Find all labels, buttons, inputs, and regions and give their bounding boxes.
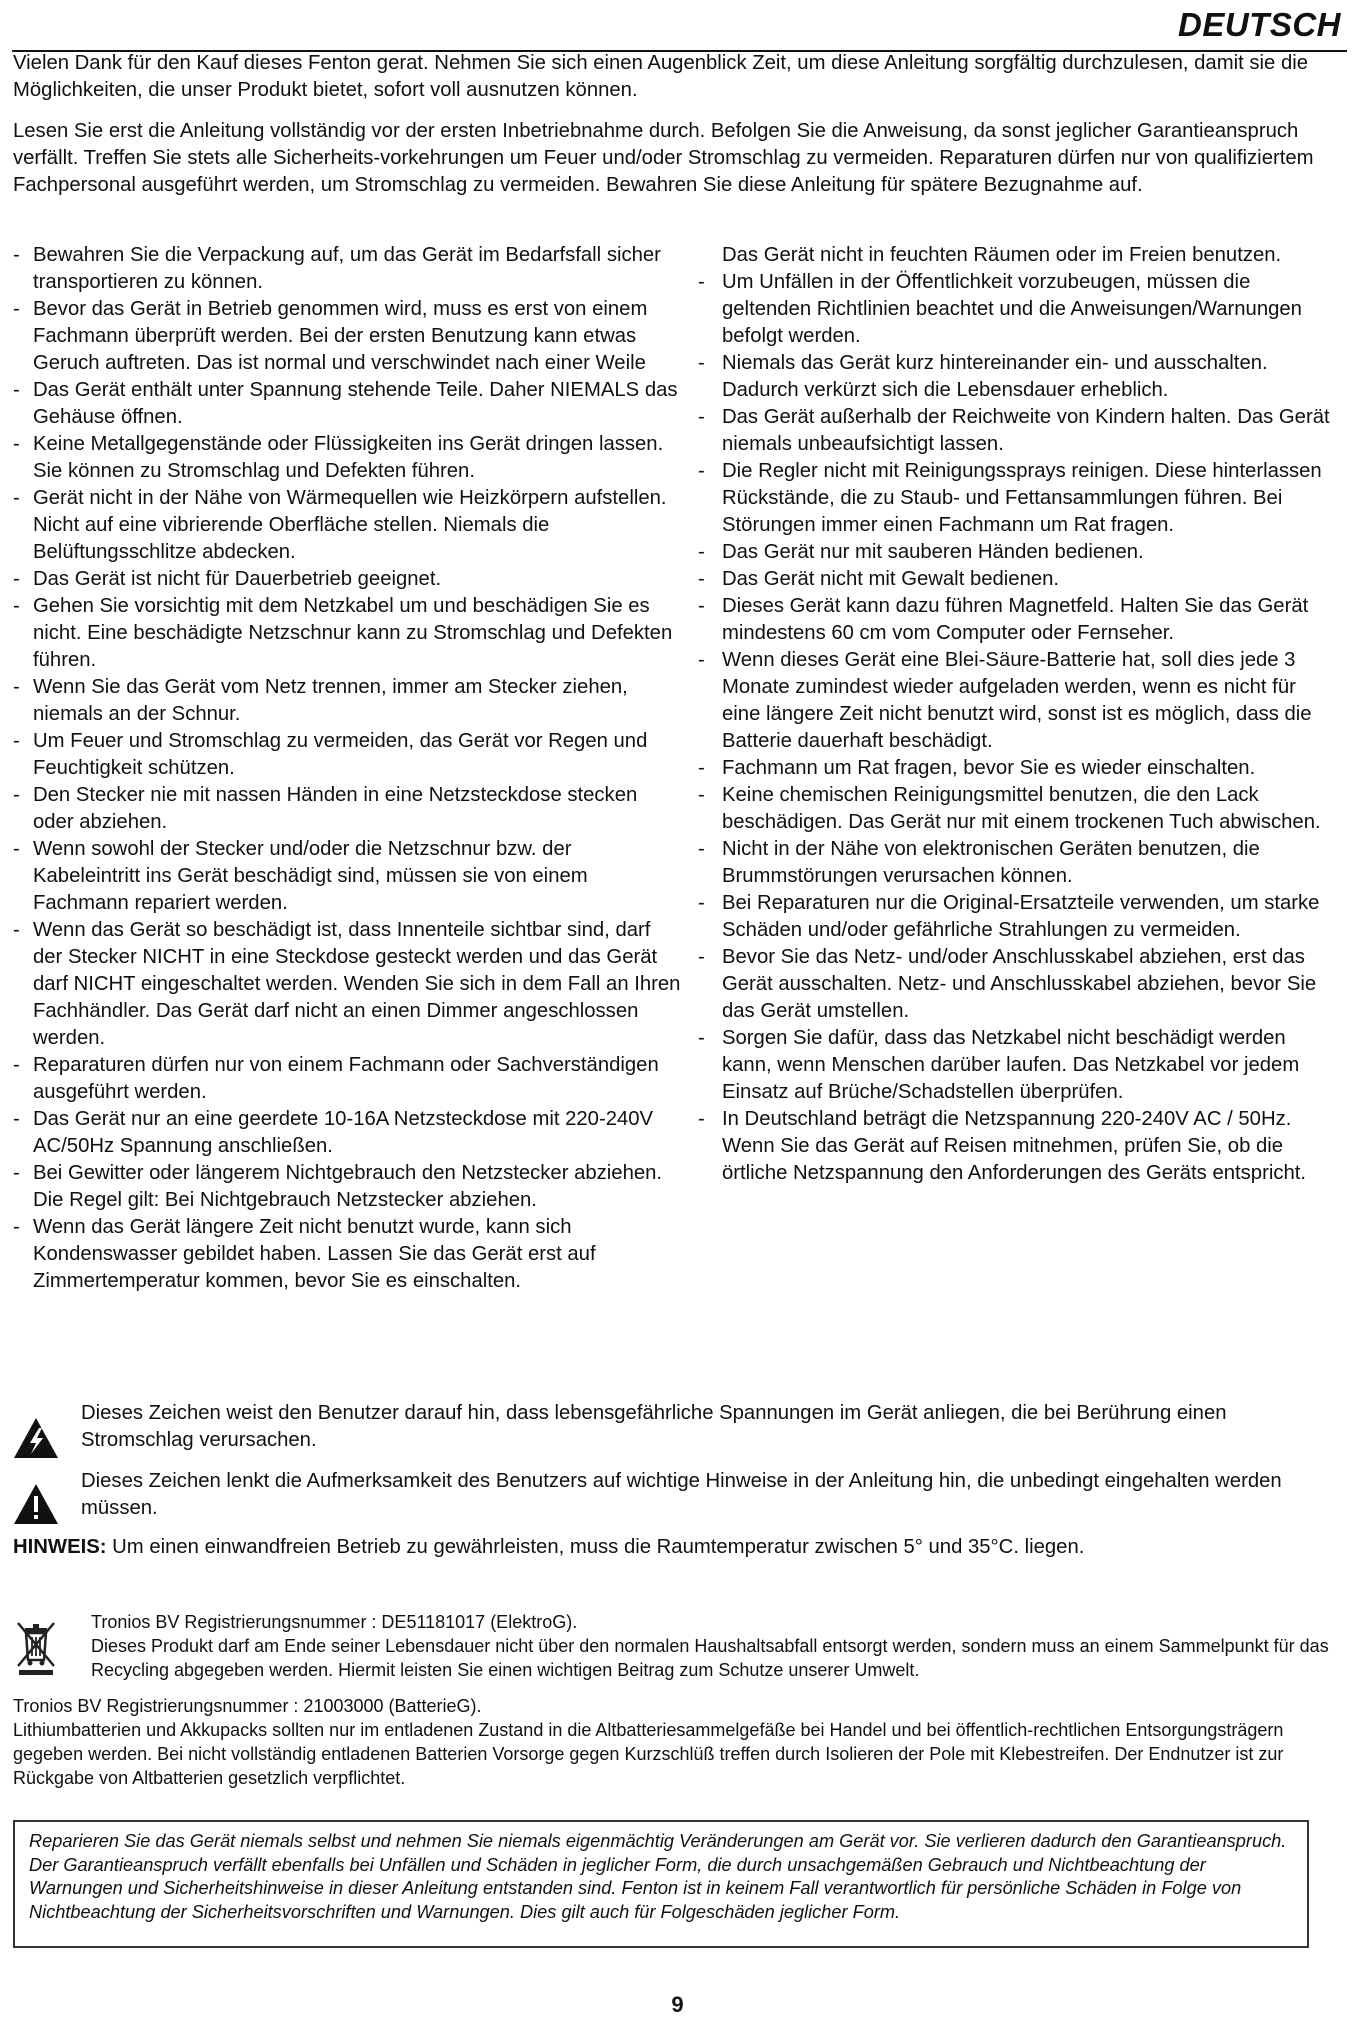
hinweis-note — [13, 1534, 1333, 1561]
weee-registration: Tronios BV Registrierungsnummer : DE51181017 (ElektroG). — [91, 1612, 578, 1632]
safety-list-left — [13, 242, 683, 1295]
warning-lightning — [10, 1400, 1330, 1460]
safety-item: - Das Gerät enthält unter Spannung stehende Teile. Daher NIEMALS das Gehäuse öffnen. — [13, 377, 683, 431]
lightning-warning-icon — [13, 1416, 59, 1460]
weee-disposal-text: Dieses Produkt darf am Ende seiner Lebensdauer nicht über den normalen Haushaltsabfall entsorgt werden, sondern muss an einem Sammelpunkt für das Recycling abgegeben werden. Hiermit leisten Sie einen wichtigen Beitrag zum Schutze unserer Umwelt. — [91, 1636, 1329, 1680]
safety-item: - Reparaturen dürfen nur von einem Fachmann oder Sachverständigen ausgeführt werden. — [13, 1052, 683, 1106]
safety-item: - Gerät nicht in der Nähe von Wärmequellen wie Heizkörpern aufstellen. Nicht auf eine vibrierende Oberfläche stellen. Niemals die Belüftungsschlitze abdecken. — [13, 485, 683, 566]
safety-item: - Niemals das Gerät kurz hintereinander ein- und ausschalten. Dadurch verkürzt sich die Lebensdauer erheblich. — [698, 350, 1338, 404]
safety-item: - Um Unfällen in der Öffentlichkeit vorzubeugen, müssen die geltenden Richtlinien beachtet und die Anweisungen/Warnungen befolgt werden. — [698, 269, 1338, 350]
battery-disposal-text: Lithiumbatterien und Akkupacks sollten nur im entladenen Zustand in die Altbatteriesammelgefäße bei Handel und bei öffentlich-rechtlichen Entsorgungsträgern gegeben werden. Bei nicht vollständig entladenen Batterien Vorsorge gegen Kurzschlüß treffen durch Isolieren der Pole mit Klebestreifen. Der Endnutzer ist zur Rückgabe von Altbatterien gesetzlich verpflichtet. — [13, 1720, 1284, 1788]
safety-item: - Wenn das Gerät so beschädigt ist, dass Innenteile sichtbar sind, darf der Stecker NICHT in eine Steckdose gesteckt werden und das Gerät darf NICHT eingeschaltet werden. Wenden Sie sich in dem Fall an Ihren Fachhändler. Das Gerät darf nicht an einen Dimmer angeschlossen werden. — [13, 917, 683, 1052]
page-number: 9 — [671, 1992, 684, 2017]
warranty-notice-box — [13, 1820, 1309, 1948]
safety-item: - Keine chemischen Reinigungsmittel benutzen, die den Lack beschädigen. Das Gerät nur mit einem trockenen Tuch abwischen. — [698, 782, 1338, 836]
intro-paragraph-thanks: Vielen Dank für den Kauf dieses Fenton gerat. Nehmen Sie sich einen Augenblick Zeit, um diese Anleitung sorgfältig durchzulesen, damit sie die Möglichkeiten, die unser Produkt bietet, sofort voll ausnutzen können. — [13, 52, 1309, 101]
warning-lightning-text: Dieses Zeichen weist den Benutzer darauf hin, dass lebensgefährliche Spannungen im Gerät anliegen, die bei Berührung einen Stromschlag verursachen. — [81, 1402, 1227, 1451]
crossed-bin-icon — [15, 1620, 57, 1676]
safety-item-continued: Das Gerät nicht in feuchten Räumen oder im Freien benutzen. — [722, 244, 1282, 266]
language-title: DEUTSCH — [1177, 6, 1341, 43]
weee-text — [91, 1610, 1341, 1682]
safety-item: - Den Stecker nie mit nassen Händen in eine Netzsteckdose stecken oder abziehen. — [13, 782, 683, 836]
safety-item: - Bei Reparaturen nur die Original-Ersatzteile verwenden, um starke Schäden und/oder gefährliche Strahlungen zu vermeiden. — [698, 890, 1338, 944]
warning-exclamation-text: Dieses Zeichen lenkt die Aufmerksamkeit des Benutzers auf wichtige Hinweise in der Anleitung hin, die unbedingt eingehalten werden müssen. — [81, 1470, 1282, 1519]
safety-list-right — [698, 242, 1338, 1187]
safety-item: - Bevor Sie das Netz- und/oder Anschlusskabel abziehen, erst das Gerät ausschalten. Netz- und Anschlusskabel abziehen, bevor Sie das Gerät umstellen. — [698, 944, 1338, 1025]
safety-item: - Bevor das Gerät in Betrieb genommen wird, muss es erst von einem Fachmann überprüft werden. Bei der ersten Benutzung kann etwas Geruch auftreten. Das ist normal und verschwindet nach einer Weile — [13, 296, 683, 377]
intro-paragraph-instructions: Lesen Sie erst die Anleitung vollständig vor der ersten Inbetriebnahme durch. Befolgen Sie die Anweisung, da sonst jeglicher Garantieanspruch verfällt. Treffen Sie stets alle Sicherheits-vorkehrungen um Feuer und/oder Stromschlag zu vermeiden. Reparaturen dürfen nur von qualifiziertem Fachpersonal ausgeführt werden, um Stromschlag zu vermeiden. Bewahren Sie diese Anleitung für spätere Bezugnahme auf. — [13, 120, 1314, 196]
page-header — [12, 4, 1347, 52]
battery-registration: Tronios BV Registrierungsnummer : 21003000 (BatterieG). — [13, 1696, 482, 1716]
warranty-notice-text: Reparieren Sie das Gerät niemals selbst und nehmen Sie niemals eigenmächtig Veränderungen am Gerät vor. Sie verlieren dadurch den Garantieanspruch. Der Garantieanspruch verfällt ebenfalls bei Unfällen und Schäden in jeglicher Form, die durch unsachgemäßen Gebrauch und Nichtbeachtung der Warnungen und Sicherheitshinweise in dieser Anleitung entstanden sind. Fenton ist in keinem Fall verantwortlich für persönliche Schäden in Folge von Nichtbeachtung der Sicherheitsvorschriften und Warnungen. Dies gilt auch für Folgeschäden jeglicher Form. — [29, 1831, 1287, 1922]
safety-item: - Das Gerät nur mit sauberen Händen bedienen. — [698, 539, 1338, 566]
safety-item: - Gehen Sie vorsichtig mit dem Netzkabel um und beschädigen Sie es nicht. Eine beschädigte Netzschnur kann zu Stromschlag und Defekten führen. — [13, 593, 683, 674]
hinweis-label: HINWEIS: — [13, 1536, 107, 1558]
safety-item: - Das Gerät nur an eine geerdete 10-16A Netzsteckdose mit 220-240V AC/50Hz Spannung anschließen. — [13, 1106, 683, 1160]
hinweis-text: Um einen einwandfreien Betrieb zu gewährleisten, muss die Raumtemperatur zwischen 5° und 35°C. liegen. — [106, 1536, 1085, 1558]
safety-item: - Fachmann um Rat fragen, bevor Sie es wieder einschalten. — [698, 755, 1338, 782]
weee-section — [10, 1610, 1340, 1690]
safety-item: - Wenn sowohl der Stecker und/oder die Netzschnur bzw. der Kabeleintritt ins Gerät beschädigt sind, müssen sie von einem Fachmann repariert werden. — [13, 836, 683, 917]
safety-item: - Bewahren Sie die Verpackung auf, um das Gerät im Bedarfsfall sicher transportieren zu können. — [13, 242, 683, 296]
safety-item: - Nicht in der Nähe von elektronischen Geräten benutzen, die Brummstörungen verursachen können. — [698, 836, 1338, 890]
safety-item: - Wenn das Gerät längere Zeit nicht benutzt wurde, kann sich Kondenswasser gebildet haben. Lassen Sie das Gerät erst auf Zimmertemperatur kommen, bevor Sie es einschalten. — [13, 1214, 683, 1295]
safety-item: - Wenn dieses Gerät eine Blei-Säure-Batterie hat, soll dies jede 3 Monate zumindest wieder aufgeladen werden, wenn es nicht für eine längere Zeit nicht benutzt wird, sonst ist es möglich, dass die Batterie dauerhaft beschädigt. — [698, 647, 1338, 755]
safety-item: - Das Gerät nicht mit Gewalt bedienen. — [698, 566, 1338, 593]
safety-item: - Sorgen Sie dafür, dass das Netzkabel nicht beschädigt werden kann, wenn Menschen darüber laufen. Das Netzkabel vor jedem Einsatz auf Brüche/Schadstellen überprüfen. — [698, 1025, 1338, 1106]
exclamation-warning-icon — [13, 1482, 59, 1526]
safety-item: - Das Gerät ist nicht für Dauerbetrieb geeignet. — [13, 566, 683, 593]
safety-item: - Das Gerät außerhalb der Reichweite von Kindern halten. Das Gerät niemals unbeaufsichtigt lassen. — [698, 404, 1338, 458]
safety-item: - Um Feuer und Stromschlag zu vermeiden, das Gerät vor Regen und Feuchtigkeit schützen. — [13, 728, 683, 782]
safety-item: - Dieses Gerät kann dazu führen Magnetfeld. Halten Sie das Gerät mindestens 60 cm vom Computer oder Fernseher. — [698, 593, 1338, 647]
battery-section — [13, 1694, 1343, 1790]
safety-item: - Die Regler nicht mit Reinigungssprays reinigen. Diese hinterlassen Rückstände, die zu Staub- und Fettansammlungen führen. Bei Störungen immer einen Fachmann um Rat fragen. — [698, 458, 1338, 539]
warning-exclamation — [10, 1468, 1330, 1528]
safety-item: - Wenn Sie das Gerät vom Netz trennen, immer am Stecker ziehen, niemals an der Schnur. — [13, 674, 683, 728]
safety-item: - Bei Gewitter oder längerem Nichtgebrauch den Netzstecker abziehen. Die Regel gilt: Bei Nichtgebrauch Netzstecker abziehen. — [13, 1160, 683, 1214]
safety-item: - In Deutschland beträgt die Netzspannung 220-240V AC / 50Hz. Wenn Sie das Gerät auf Reisen mitnehmen, prüfen Sie, ob die örtliche Netzspannung den Anforderungen des Geräts entspricht. — [698, 1106, 1338, 1187]
safety-item: - Keine Metallgegenstände oder Flüssigkeiten ins Gerät dringen lassen. Sie können zu Stromschlag und Defekten führen. — [13, 431, 683, 485]
